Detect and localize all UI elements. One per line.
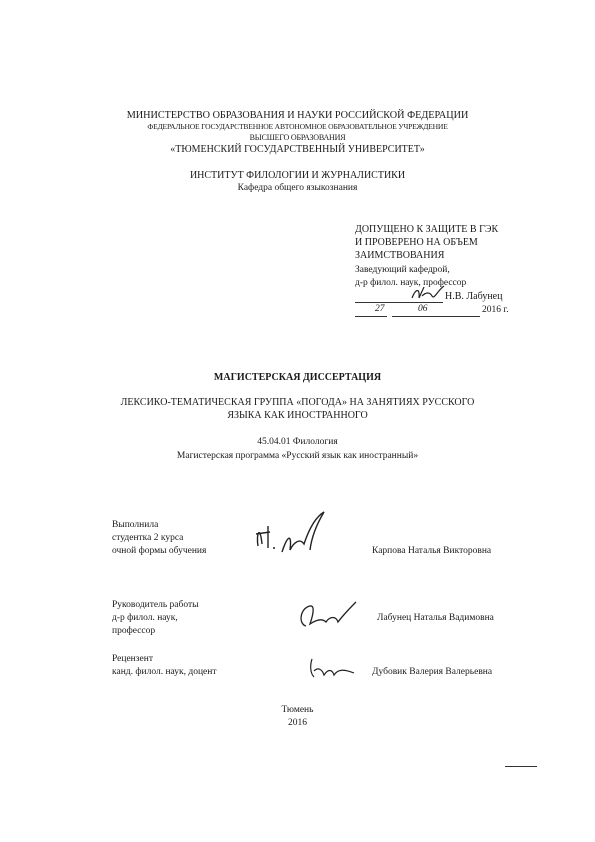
department-name: Кафедра общего языкознания [237, 183, 358, 193]
reviewer-label-1: Рецензент [112, 654, 153, 664]
author-label-3: очной формы обучения [112, 546, 207, 556]
approval-date-line-month [392, 316, 480, 317]
thesis-topic-line-1: ЛЕКСИКО-ТЕМАТИЧЕСКАЯ ГРУППА «ПОГОДА» НА ЗАНЯТИЯХ РУССКОГО [120, 397, 475, 408]
city: Тюмень [281, 705, 314, 715]
year: 2016 [288, 718, 307, 728]
supervisor-label-2: д-р филол. наук, [112, 613, 178, 623]
author-label-1: Выполнила [112, 520, 159, 530]
approval-line-2: И ПРОВЕРЕНО НА ОБЪЕМ [355, 237, 478, 248]
reviewer-signature [306, 655, 356, 683]
institution-level-line: ВЫСШЕГО ОБРАЗОВАНИЯ [249, 133, 346, 142]
reviewer-name: Дубовик Валерия Валерьевна [372, 667, 493, 677]
scan-mark-line [505, 766, 537, 767]
approval-position: Заведующий кафедрой, [355, 265, 450, 275]
specialty-code: 45.04.01 Филология [257, 437, 338, 447]
author-label-2: студентка 2 курса [112, 533, 184, 543]
approval-degree: д-р филол. наук, профессор [355, 278, 467, 288]
reviewer-label-2: канд. филол. наук, доцент [112, 667, 217, 677]
approval-signature [410, 284, 446, 304]
supervisor-label-1: Руководитель работы [112, 600, 199, 610]
approval-name: Н.В. Лабунец [445, 291, 503, 302]
supervisor-name: Лабунец Наталья Вадимовна [377, 613, 494, 623]
author-name: Карпова Наталья Викторовна [372, 546, 492, 556]
approval-date-month: 06 [418, 304, 428, 314]
thesis-topic-line-2: ЯЗЫКА КАК ИНОСТРАННОГО [227, 410, 368, 421]
approval-line-1: ДОПУЩЕНО К ЗАЩИТЕ В ГЭК [355, 224, 499, 235]
institution-type-line: ФЕДЕРАЛЬНОЕ ГОСУДАРСТВЕННОЕ АВТОНОМНОЕ ОБРАЗОВАТЕЛЬНОЕ УЧРЕЖДЕНИЕ [147, 122, 448, 131]
approval-date-day: 27 [375, 304, 385, 314]
approval-date-line-day [355, 316, 387, 317]
supervisor-label-3: профессор [112, 626, 156, 636]
university-name: «ТЮМЕНСКИЙ ГОСУДАРСТВЕННЫЙ УНИВЕРСИТЕТ» [170, 144, 425, 155]
approval-date-year: 2016 г. [482, 305, 509, 315]
document-type-title: МАГИСТЕРСКАЯ ДИССЕРТАЦИЯ [213, 372, 382, 383]
author-signature [248, 504, 332, 560]
supervisor-signature [296, 598, 358, 634]
institute-name: ИНСТИТУТ ФИЛОЛОГИИ И ЖУРНАЛИСТИКИ [189, 170, 406, 181]
ministry-line: МИНИСТЕРСТВО ОБРАЗОВАНИЯ И НАУКИ РОССИЙСКОЙ ФЕДЕРАЦИИ [126, 110, 469, 121]
program-name: Магистерская программа «Русский язык как иностранный» [176, 451, 419, 461]
approval-line-3: ЗАИМСТВОВАНИЯ [355, 250, 445, 261]
